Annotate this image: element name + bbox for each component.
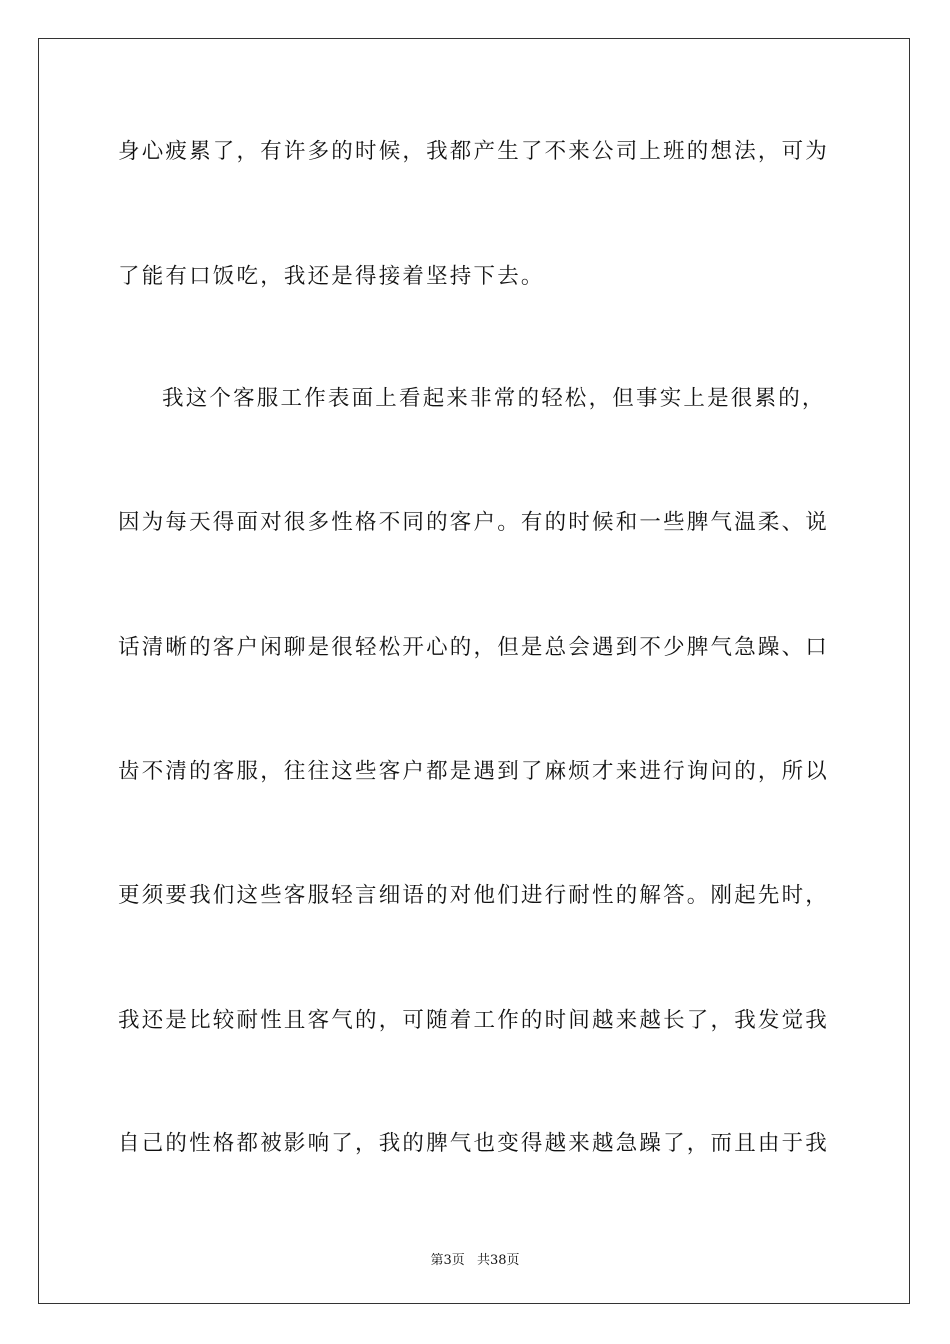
text-line-4: 因为每天得面对很多性格不同的客户。有的时候和一些脾气温柔、说 — [118, 510, 830, 535]
page-border — [38, 38, 910, 1304]
text-line-1: 身心疲累了，有许多的时候，我都产生了不来公司上班的想法，可为 — [118, 139, 830, 164]
page-number: 第3页 — [430, 1253, 465, 1268]
text-line-2: 了能有口饭吃，我还是得接着坚持下去。 — [118, 264, 545, 289]
text-line-8: 我还是比较耐性且客气的，可随着工作的时间越来越长了，我发觉我 — [118, 1008, 830, 1033]
text-line-5: 话清晰的客户闲聊是很轻松开心的，但是总会遇到不少脾气急躁、口 — [118, 635, 830, 660]
text-line-6: 齿不清的客服，往往这些客户都是遇到了麻烦才来进行询问的，所以 — [118, 759, 830, 784]
text-line-9: 自己的性格都被影响了，我的脾气也变得越来越急躁了，而且由于我 — [118, 1131, 830, 1156]
page-total: 共38页 — [476, 1253, 520, 1268]
text-line-7: 更须要我们这些客服轻言细语的对他们进行耐性的解答。刚起先时， — [118, 883, 830, 908]
page-footer — [0, 1249, 950, 1268]
text-line-3: 我这个客服工作表面上看起来非常的轻松，但事实上是很累的， — [162, 386, 826, 411]
